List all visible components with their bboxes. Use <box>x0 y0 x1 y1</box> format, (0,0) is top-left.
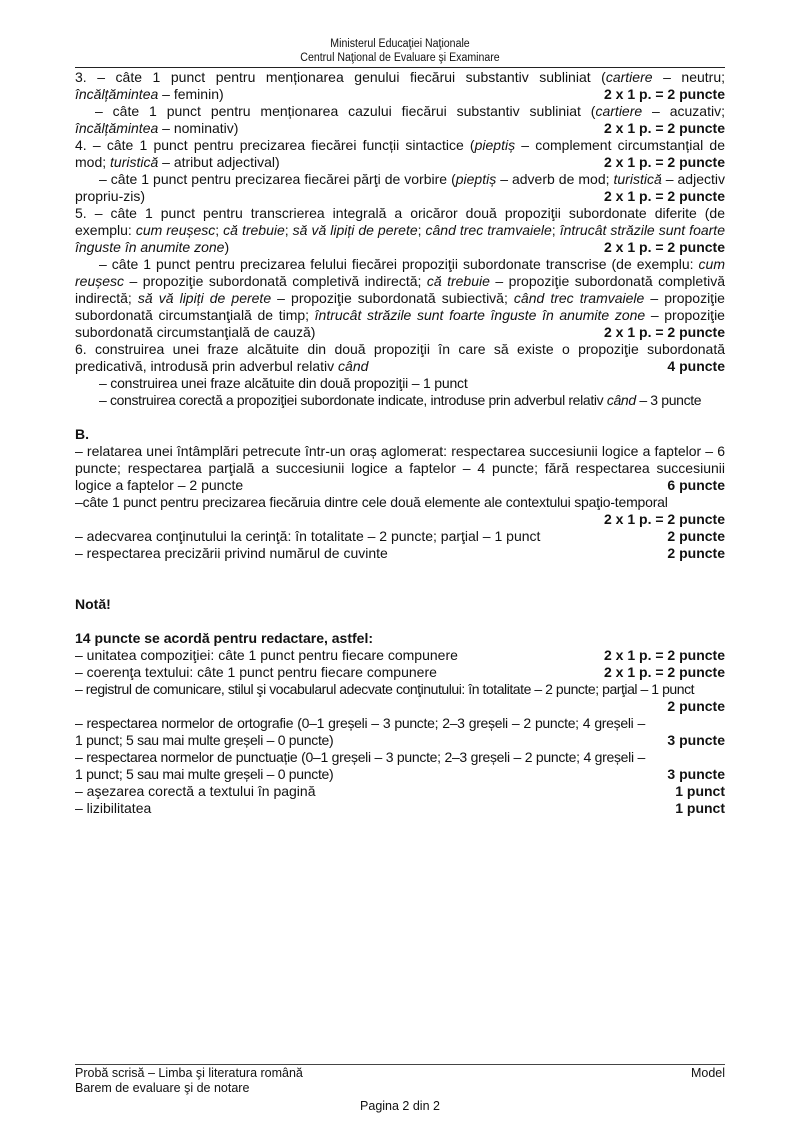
document-body <box>75 69 725 817</box>
item-example: când trec tramvaiele <box>425 222 552 238</box>
item-text: 5. – câte 1 punct pentru transcrierea integrală a oricăror două propoziţii subordonate diferite (de exemplu: <box>75 205 725 238</box>
item-4a <box>75 137 725 171</box>
item-text: – propoziţie subordonată completivă indirectă; <box>75 273 725 306</box>
spacer <box>75 562 725 596</box>
note-title: Notă! <box>75 596 111 612</box>
item-example: turistică <box>613 171 662 187</box>
item-text: ; <box>417 222 426 238</box>
item-b4 <box>75 545 725 562</box>
note-item <box>75 800 725 817</box>
points-value: 2 x 1 p. = 2 puncte <box>598 154 725 171</box>
points-value: 2 x 1 p. = 2 puncte <box>598 188 725 205</box>
item-text: – atribut adjectival) <box>158 154 280 170</box>
item-text: ) <box>224 239 230 255</box>
item-text: – câte 1 punct pentru menționarea cazului fiecărui substantiv subliniat ( <box>95 103 596 119</box>
note-item <box>75 715 725 749</box>
points-value: 1 punct <box>669 783 725 800</box>
points-value: 3 puncte <box>661 766 725 783</box>
header-divider <box>75 67 725 68</box>
header-ministry: Ministerul Educaţiei Naţionale <box>330 38 470 50</box>
points-value: 2 x 1 p. = 2 puncte <box>598 647 725 664</box>
note-subtitle: 14 puncte se acordă pentru redactare, astfel: <box>75 630 373 646</box>
points-value: 4 puncte <box>661 358 725 375</box>
item-b3 <box>75 528 725 545</box>
item-example: întrucât străzile sunt foarte înguste în anumite zone <box>75 222 725 255</box>
footer-divider <box>75 1064 725 1065</box>
item-text: – respectarea precizării privind numărul de cuvinte <box>75 545 388 561</box>
spacer <box>75 613 725 630</box>
item-text: – construirea unei fraze alcătuite din două propoziţii – 1 punct <box>99 375 468 391</box>
item-text: ; <box>215 222 224 238</box>
item-example: să vă lipiți de perete <box>137 290 272 306</box>
item-text: 4. – câte 1 punct pentru precizarea fiecărei funcții sintactice ( <box>75 137 475 153</box>
item-text: – aşezarea corectă a textului în pagină <box>75 783 316 799</box>
document-header <box>101 37 699 65</box>
points-value: 2 puncte <box>661 545 725 562</box>
points-value: 2 x 1 p. = 2 puncte <box>598 120 725 137</box>
item-text: – relatarea unei întâmplări petrecute într-un oraș aglomerat: respectarea succesiunii logice a faptelor – 6 puncte; respectarea parţială a succesiunii logice a faptelor – 4 puncte; fără respectarea succesiunii logice a faptelor – 2 puncte <box>75 443 725 493</box>
item-5a <box>75 205 725 256</box>
note-item <box>75 749 725 783</box>
item-text: – feminin) <box>158 86 224 102</box>
item-example: când trec tramvaiele <box>513 290 645 306</box>
footer-exam-title: Probă scrisă – Limba şi literatura română <box>75 1066 303 1080</box>
item-text: – adecvarea conţinutului la cerinţă: în totalitate – 2 puncte; parţial – 1 punct <box>75 528 541 544</box>
item-example: cartiere <box>595 103 643 119</box>
points-value: 1 punct <box>669 800 725 817</box>
note-item <box>75 664 725 681</box>
points-value: 6 puncte <box>661 477 725 494</box>
item-4b <box>75 171 725 205</box>
item-example: pieptiș <box>474 137 516 153</box>
note-item <box>75 783 725 800</box>
points-value: 2 x 1 p. = 2 puncte <box>598 664 725 681</box>
item-6 <box>75 341 725 375</box>
item-example: cum reușesc <box>75 256 725 289</box>
item-example: cartiere <box>605 69 653 85</box>
item-text: – propoziţie subordonată circumstanţială de timp; <box>75 290 725 323</box>
points-value: 2 x 1 p. = 2 puncte <box>598 86 725 103</box>
item-text: – respectarea normelor de ortografie (0–1 greșeli – 3 puncte; 2–3 greșeli – 2 puncte; 4 greșeli – 1 punct; 5 sau mai multe greșeli – 0 puncte) <box>75 715 645 748</box>
item-text: –câte 1 punct pentru precizarea fiecăruia dintre cele două elemente ale contextului spaţio-temporal <box>75 494 668 510</box>
points-value: 2 puncte <box>667 698 725 714</box>
item-text: – lizibilitatea <box>75 800 152 816</box>
item-6-sub-1 <box>75 375 725 392</box>
item-text: – complement circumstanțial de mod; <box>75 137 725 170</box>
item-text: – propoziţie subordonată subiectivă; <box>271 290 514 306</box>
points-value: 2 x 1 p. = 2 puncte <box>598 324 725 341</box>
item-example: întrucât străzile sunt foarte înguste în anumite zone <box>314 307 646 323</box>
points-value: 2 x 1 p. = 2 puncte <box>598 239 725 256</box>
item-example: turistică <box>110 154 159 170</box>
points-value: 2 puncte <box>661 528 725 545</box>
item-text: – acuzativ; <box>642 103 725 119</box>
item-example: încălțămintea <box>75 120 159 136</box>
item-example: pieptiș <box>455 171 497 187</box>
section-b-title: B. <box>75 426 89 442</box>
points-value: 2 x 1 p. = 2 puncte <box>604 511 725 527</box>
item-example: cum reușesc <box>135 222 216 238</box>
footer-subtitle: Barem de evaluare şi de notare <box>75 1081 250 1095</box>
item-text: – nominativ) <box>158 120 239 136</box>
item-text: ; <box>551 222 560 238</box>
item-text: 6. construirea unei fraze alcătuite din două propoziţii în care să existe o propoziţie subordonată predicativă, introdusă prin adverbul relativ <box>75 341 725 374</box>
header-center: Centrul Naţional de Evaluare şi Examinare <box>300 52 500 64</box>
item-example: când <box>606 392 636 408</box>
item-example: când <box>338 358 369 374</box>
item-text: – unitatea compoziţiei: câte 1 punct pentru fiecare compunere <box>75 647 458 663</box>
item-text: – coerenţa textului: câte 1 punct pentru fiecare compunere <box>75 664 437 680</box>
footer-model-label: Model <box>690 1066 725 1080</box>
item-6-sub-2 <box>75 392 725 409</box>
item-3a <box>75 69 725 103</box>
item-b1 <box>75 443 725 494</box>
item-text: – adjectiv propriu-zis) <box>75 171 725 204</box>
item-example: că trebuie <box>223 222 285 238</box>
note-item <box>75 681 725 715</box>
points-value: 3 puncte <box>661 732 725 749</box>
item-5b <box>75 256 725 341</box>
item-text: – registrul de comunicare, stilul şi vocabularul adecvate conţinutului: în totalitate – 2 puncte; parţial – 1 punct <box>75 681 695 697</box>
spacer <box>75 409 725 426</box>
note-item <box>75 647 725 664</box>
item-text: – construirea corectă a propoziţiei subordonate indicate, introduse prin adverbul relativ <box>99 392 607 408</box>
item-text: – propoziţie subordonată circumstanţială de cauză) <box>75 307 725 340</box>
item-3b <box>75 103 725 137</box>
page-number: Pagina 2 din 2 <box>360 1099 440 1113</box>
item-text: – propoziţie subordonată completivă indirectă; <box>124 273 427 289</box>
item-b2 <box>75 494 725 528</box>
item-example: că trebuie <box>426 273 490 289</box>
item-text: 3. – câte 1 punct pentru menționarea genului fiecărui substantiv subliniat ( <box>75 69 606 85</box>
item-text: – câte 1 punct pentru precizarea fiecărei părţi de vorbire ( <box>99 171 456 187</box>
item-text: – respectarea normelor de punctuație (0–1 greșeli – 3 puncte; 2–3 greșeli – 2 puncte; 4 greșeli – 1 punct; 5 sau mai multe greșeli – 0 puncte) <box>75 749 645 782</box>
document-footer <box>75 1066 725 1114</box>
item-text: – neutru; <box>652 69 725 85</box>
item-example: să vă lipiți de perete <box>292 222 418 238</box>
item-text: – adverb de mod; <box>496 171 614 187</box>
item-text: ; <box>284 222 293 238</box>
item-text: – 3 puncte <box>635 392 702 408</box>
item-text: – câte 1 punct pentru precizarea felului fiecărei propoziţii subordonate transcrise (de exemplu: <box>99 256 699 272</box>
item-example: încălțămintea <box>75 86 159 102</box>
